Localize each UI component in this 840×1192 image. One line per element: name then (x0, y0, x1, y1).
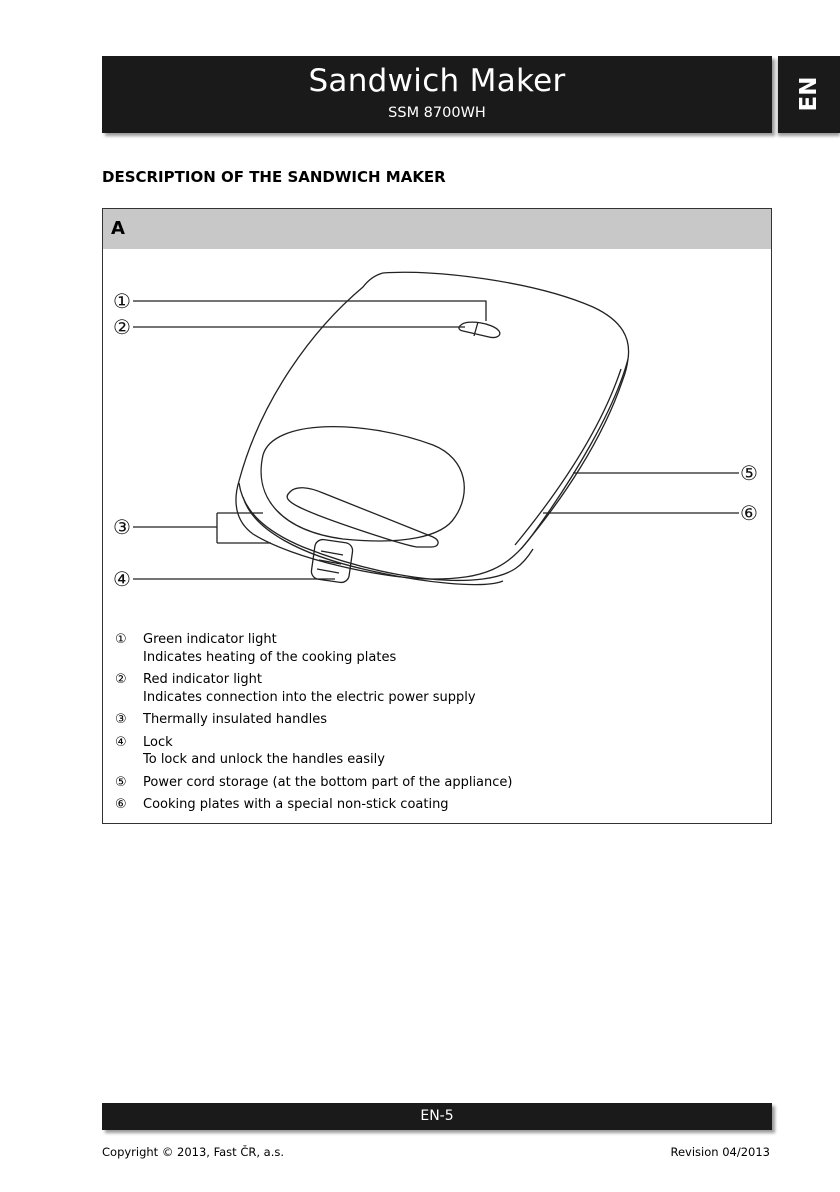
legend-title: Thermally insulated handles (143, 712, 327, 727)
legend-number: ⑤ (115, 774, 127, 790)
callout-1: ① (113, 289, 131, 313)
callout-2: ② (113, 315, 131, 339)
sandwich-maker-drawing (103, 249, 771, 629)
legend-number: ④ (115, 734, 127, 750)
legend-title: Green indicator light (143, 632, 277, 647)
legend-description: Indicates connection into the electric power supply (143, 689, 476, 705)
figure-panel (102, 208, 772, 824)
document-title: Sandwich Maker (308, 63, 566, 99)
legend-title: Cooking plates with a special non-stick coating (143, 797, 449, 812)
callout-5: ⑤ (740, 461, 758, 485)
legend-title: Red indicator light (143, 672, 262, 687)
legend-item (115, 711, 755, 729)
legend-item (115, 631, 755, 666)
language-tab (778, 56, 840, 133)
legend-title: Power cord storage (at the bottom part of the appliance) (143, 774, 513, 790)
legend-title: Lock (143, 734, 173, 750)
callout-6: ⑥ (740, 501, 758, 525)
callout-line-3 (133, 513, 271, 543)
legend-number: ② (115, 672, 127, 687)
legend-item (115, 796, 755, 814)
side-edge-inner (515, 369, 621, 545)
figure-label-bar (103, 209, 771, 249)
side-edge (521, 359, 628, 549)
legend-item (115, 774, 755, 792)
figure-label: A (111, 218, 125, 239)
legend-description: To lock and unlock the handles easily (143, 752, 385, 767)
front-window (261, 427, 464, 541)
legend-number: ③ (115, 712, 127, 727)
parts-legend (115, 631, 755, 819)
revision-label: Revision 04/2013 (670, 1145, 770, 1159)
callout-4: ④ (113, 567, 131, 591)
language-label: EN (796, 76, 822, 112)
callout-3: ③ (113, 515, 131, 539)
page-number: EN-5 (420, 1108, 454, 1124)
copyright-notice: Copyright © 2013, Fast ČR, a.s. (102, 1145, 285, 1159)
callout-line-1 (133, 301, 486, 321)
section-heading: DESCRIPTION OF THE SANDWICH MAKER (102, 168, 446, 186)
document-header (102, 56, 772, 133)
legend-item (115, 734, 755, 769)
legend-number: ⑥ (115, 797, 127, 812)
model-number: SSM 8700WH (388, 105, 486, 121)
lid-rim (239, 483, 533, 580)
page-number-bar (102, 1103, 772, 1130)
legend-item (115, 671, 755, 706)
legend-description: Indicates heating of the cooking plates (143, 649, 397, 665)
indicator-lights (459, 322, 500, 337)
legend-number: ① (115, 632, 127, 647)
